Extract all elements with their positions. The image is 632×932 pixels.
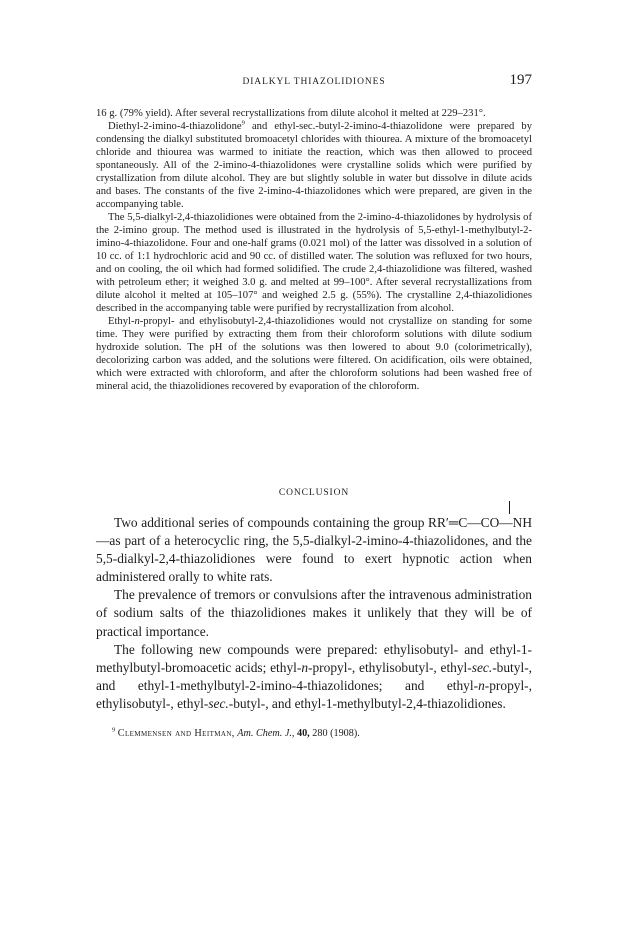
italic-sec: sec. — [471, 659, 493, 675]
paragraph-text: Diethyl-2-imino-4-thiazolidone — [108, 121, 242, 132]
experimental-text — [96, 107, 532, 393]
conclusion-paragraph-3 — [96, 641, 532, 713]
paragraph-text: and ethyl-sec.-butyl-2-imino-4-thiazolidone were prepared by condensing the dialkyl substituted bromoacetyl chlorides with thiourea. A mixture of the bromoacetyl chloride and thiourea was warmed to initiate the reaction, which was then allowed to proceed spontaneously. All of the 2-imino-4-thiazolidones were crystalline solids which were purified by crystallization from dilute alcohol. They are but slightly soluble in water but dissolve in dilute acids and bases. The constants of the five 2-imino-4-thiazolidones which were prepared, are given in the accompanying table. — [96, 121, 532, 210]
italic-sec: sec. — [208, 695, 229, 711]
footnote-mark: 9 — [112, 726, 116, 734]
footnote-volume: 40, — [296, 728, 310, 739]
footnote-reference: 9 — [241, 119, 245, 127]
conclusion-paragraph-1: Two additional series of compounds containing the group RR′═C—CO—NH—as part of a heterocyclic ring, the 5,5-dialkyl-2-imino-4-thiazolidones, and the 5,5-dialkyl-2,4-thiazolidiones were found to exert hypnotic action when administered orally to white rats. — [96, 515, 532, 585]
page-header — [96, 73, 532, 95]
paragraph-text: -propyl-, ethylisobutyl-, ethyl- — [96, 677, 532, 711]
paragraph-text: -butyl-, and ethyl-1-methylbutyl-2,4-thiazolidiones. — [228, 695, 506, 711]
page-number: 197 — [509, 72, 532, 88]
footnote-citation: 280 (1908). — [312, 728, 360, 739]
section-heading: CONCLUSION — [278, 488, 350, 498]
paragraph-text: -propyl-, ethylisobutyl-, ethyl- — [308, 659, 472, 675]
paragraph-hydrolysis: The 5,5-dialkyl-2,4-thiazolidiones were obtained from the 2-imino-4-thiazolidones by hydrolysis of the 2-imino group. The method used is illustrated in the hydrolysis of 5,5-ethyl-1-methylbutyl-2-imino-4-thiazolidone. Four and one-half grams (0.021 mol) of the latter was dissolved in a solution of 10 cc. of 1:1 hydrochloric acid and 90 cc. of distilled water. The solution was refluxed for two hours, and on cooling, the oil which had formed solidified. The crude 2,4-thiazolidione was filtered, washed with petroleum ether; it weighed 3.0 g. and melted at 99–100°. After several recrystallizations from dilute alcohol it melted at 105–107° and weighed 2.5 g. (55%). The crystalline 2,4-thiazolidiones described in the accompanying table were purified by recrystallization from alcohol. — [96, 212, 532, 314]
bond-line — [509, 501, 510, 514]
paragraph-text: -propyl- and ethylisobutyl-2,4-thiazolidiones would not crystallize on standing for some time. They were purified by extracting them from their chloroform solutions with dilute sodium hydroxide solution. The pH of the solutions was then lowered to about 9.0 (colorimetrically), decolorizing carbon was added, and the solutions were filtered. On acidification, oils were obtained, which were extracted with chloroform, and after the chloroform solutions had been washed free of mineral acid, the thiazolidiones recovered by evaporation of the chloroform. — [96, 316, 532, 392]
italic-n: n — [134, 316, 140, 327]
conclusion-text — [96, 514, 532, 713]
footnote-authors: Clemmensen and Heitman, — [117, 728, 235, 739]
footnote — [112, 727, 532, 740]
running-title: DIALKYL THIAZOLIDIONES — [242, 77, 386, 87]
italic-n: n — [478, 677, 485, 693]
paragraph-text: -butyl-, and ethyl-1-methylbutyl-2-imino-4-thiazolidones; and ethyl- — [96, 659, 532, 693]
footnote-journal: Am. Chem. J., — [237, 728, 295, 739]
paragraph-yield: 16 g. (79% yield). After several recrystallizations from dilute alcohol it melted at 229–231°. — [96, 108, 486, 119]
paragraph-purification — [96, 315, 532, 393]
paragraph-text: Ethyl- — [108, 316, 135, 327]
paragraph-text: The following new compounds were prepared: ethylisobutyl- and ethyl-1-methylbutyl-bromoacetic acids; ethyl- — [96, 641, 532, 675]
italic-n: n — [301, 659, 309, 675]
paragraph-imino-thiazolidones — [96, 120, 532, 211]
conclusion-paragraph-2: The prevalence of tremors or convulsions after the intravenous administration of sodium salts of the thiazolidiones makes it unlikely that they will be of practical importance. — [96, 587, 532, 639]
